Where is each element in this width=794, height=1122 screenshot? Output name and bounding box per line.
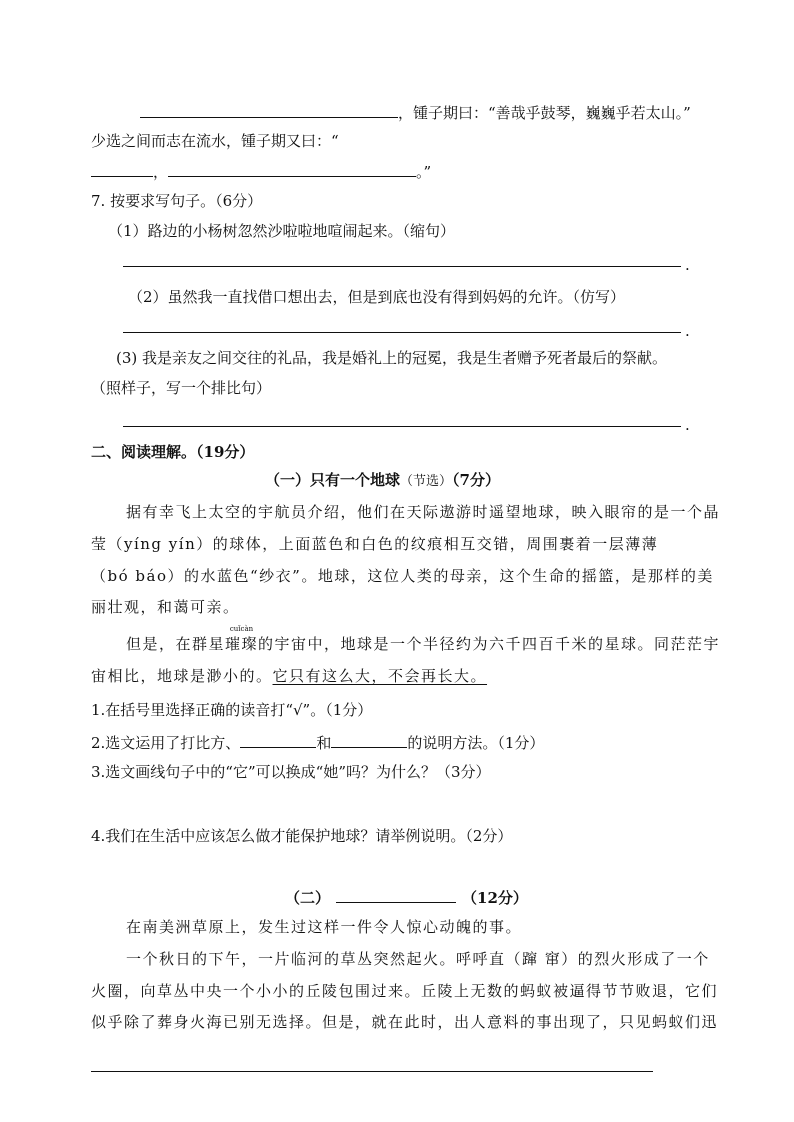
- fill-line-2: [91, 131, 339, 151]
- q7-item-1: （1）路边的小杨树忽然沙啦啦地喧闹起来。（缩句）: [108, 222, 456, 240]
- ruby-base: 璀璨: [225, 635, 259, 653]
- reading-q4: 4.我们在生活中应该怎么做才能保护地球？请举例说明。（2分）: [91, 827, 513, 845]
- q7-item-3-instruction: （照样子，写一个排比句）: [91, 379, 272, 397]
- passage-1-line-1: 据有幸飞上太空的宇航员介绍，他们在天际遨游时遥望地球，映入眼帘的是一个晶: [126, 503, 721, 521]
- passage-1-line-4: 丽壮观，和蔼可亲。: [91, 598, 240, 616]
- closing-quote: 。”: [416, 163, 432, 181]
- ruby-word: [225, 625, 259, 654]
- title-blank[interactable]: [336, 886, 456, 903]
- reading-q1: 1.在括号里选择正确的读音打“√”。（1分）: [91, 701, 373, 719]
- passage-1-title-text: （一）只有一个地球: [265, 471, 401, 489]
- answer-end-mark: .: [685, 256, 690, 274]
- p2-text-b: 的宇宙中，地球是一个半径约为六千四百千米的星球。同茫茫宇: [258, 635, 721, 653]
- p2-text-a: 但是，在群星: [126, 635, 226, 653]
- q7-item-3: (3) 我是亲友之间交往的礼品，我是婚礼上的冠冕，我是生者赠予死者最后的祭献。: [116, 349, 668, 367]
- passage-1-note: （节选）: [400, 474, 453, 489]
- q2-text-a: 2.选文运用了打比方、: [91, 734, 241, 752]
- q7-answer-line-1[interactable]: [123, 266, 681, 267]
- q7-item-2: （2）虽然我一直找借口想出去，但是到底也没有得到妈妈的允许。（仿写）: [128, 288, 626, 306]
- passage-1-line-6: [91, 666, 487, 686]
- p2-text-c: 宙相比，地球是渺小的。: [91, 667, 273, 685]
- passage-1-line-3: （bó báo）的水蓝色“纱衣”。地球，这位人类的母亲，这个生命的摇篮，是那样的美: [91, 567, 714, 585]
- passage-2-prefix: （二）: [285, 889, 331, 907]
- answer-end-mark: .: [685, 322, 690, 340]
- answer-blank[interactable]: [168, 160, 416, 177]
- passage-2-line-4: 似乎除了葬身火海已别无选择。但是，就在此时，出人意料的事出现了，只见蚂蚁们迅: [91, 1013, 719, 1031]
- passage-1-title: [265, 470, 500, 492]
- answer-blank[interactable]: [331, 731, 407, 748]
- passage-2-title: [285, 886, 528, 908]
- answer-blank[interactable]: [240, 731, 316, 748]
- answer-end-mark: .: [685, 416, 690, 434]
- passage-2-line-2: 一个秋日的下午，一片临河的草丛突然起火。呼呼直（蹿 窜）的烈火形成了一个: [126, 950, 710, 968]
- fill-line-3: [91, 160, 431, 182]
- passage-2-line-1: 在南美洲草原上，发生过这样一件令人惊心动魄的事。: [126, 918, 523, 936]
- line2-text: 少选之间而志在流水，锺子期又曰：“: [91, 132, 339, 150]
- passage-2-line-3: 火圈，向草丛中央一个小小的丘陵包围过来。丘陵上无数的蚂蚁被逼得节节败退，它们: [91, 982, 719, 1000]
- line1-text: ，锺子期曰：“善哉乎鼓琴，巍巍乎若太山。”: [398, 104, 691, 122]
- q7-answer-line-2[interactable]: [123, 332, 681, 333]
- reading-q2: [91, 731, 544, 753]
- q7-answer-line-3[interactable]: [123, 426, 681, 427]
- passage-1-score: （7分）: [452, 471, 500, 489]
- passage-2-score: （12分）: [462, 889, 528, 907]
- separator-comma: ，: [153, 163, 169, 181]
- footer-divider: [91, 1071, 653, 1072]
- fill-line-1: [140, 101, 691, 123]
- reading-heading: 二、阅读理解。（19分）: [91, 443, 255, 461]
- answer-blank[interactable]: [91, 160, 153, 177]
- q2-text-b: 和: [316, 734, 332, 752]
- underlined-sentence: 它只有这么大，不会再长大。: [272, 667, 488, 685]
- ruby-pinyin: cuǐcàn: [229, 625, 254, 633]
- passage-1-line-2: 莹（yíng yín）的球体，上面蓝色和白色的纹痕相互交错，周围裹着一层薄薄: [91, 535, 659, 553]
- reading-q3: 3.选文画线句子中的“它”可以换成“她”吗？为什么？（3分）: [91, 763, 491, 781]
- answer-blank[interactable]: [140, 101, 398, 118]
- passage-1-line-5: [126, 625, 721, 654]
- q2-text-c: 的说明方法。（1分）: [407, 734, 545, 752]
- q7-heading: 7. 按要求写句子。（6分）: [91, 192, 263, 210]
